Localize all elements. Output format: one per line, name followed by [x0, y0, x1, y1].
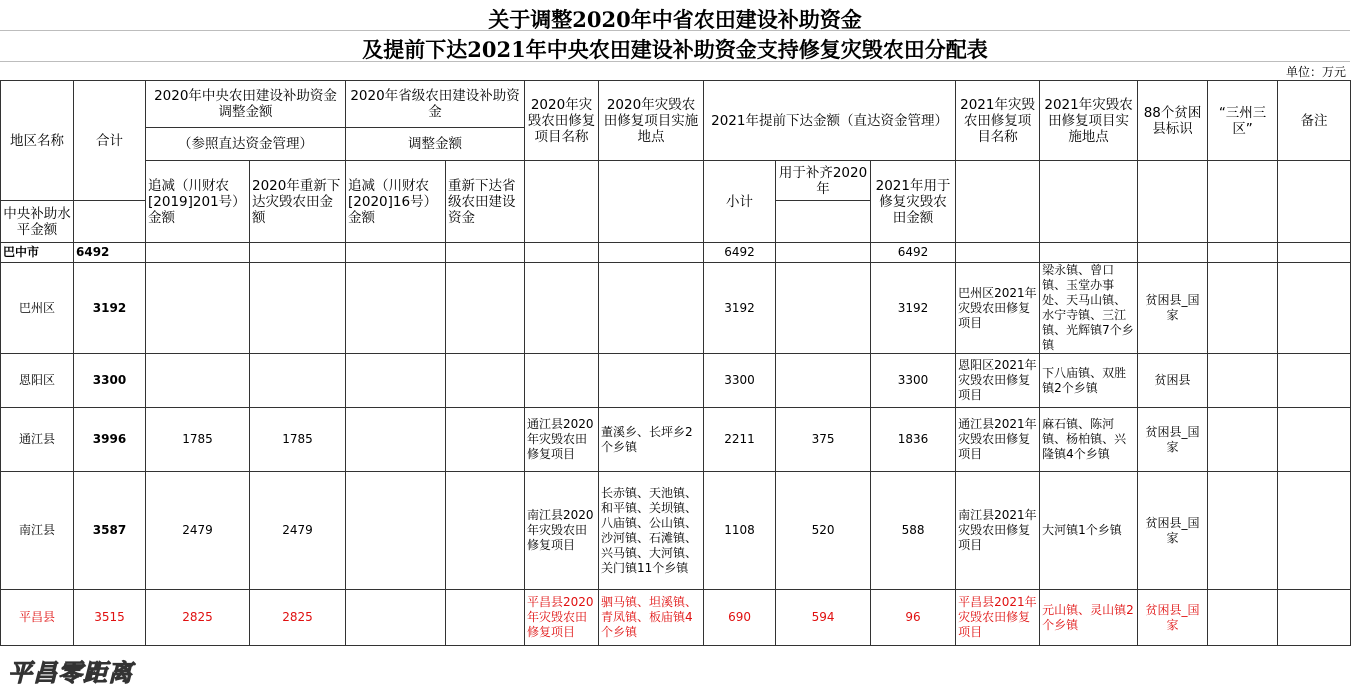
cell-project-2020: 南江县2020年灾毁农田修复项目: [525, 472, 599, 590]
title-divider: [0, 61, 1350, 62]
header-empty: [525, 161, 599, 243]
cell-province-cut: [346, 354, 446, 408]
title-divider: [0, 30, 1350, 31]
cell-fill-2020: 594: [776, 590, 871, 646]
cell-project-2020: 平昌县2020年灾毁农田修复项目: [525, 590, 599, 646]
header-total: 合计: [74, 81, 146, 201]
cell-central-cut: 1785: [146, 408, 250, 472]
header-empty: [956, 161, 1040, 243]
header-empty: [1138, 161, 1208, 243]
header-site-2021: 2021年灾毁农田修复项目实施地点: [1040, 81, 1138, 161]
cell-total: 3587: [74, 472, 146, 590]
header-fill-2020-bottom: 中央补助水平金额: [1, 201, 74, 243]
cell-central-new: [250, 243, 346, 263]
header-central-2020: 2020年中央农田建设补助资金调整金额: [146, 81, 346, 128]
header-sanzhou: “三州三区”: [1208, 81, 1278, 161]
cell-total: 3192: [74, 263, 146, 354]
cell-central-cut: 2825: [146, 590, 250, 646]
cell-region: 巴州区: [1, 263, 74, 354]
cell-province-new: [446, 472, 525, 590]
cell-province-new: [446, 263, 525, 354]
cell-central-cut: [146, 263, 250, 354]
cell-repair-2021: 3300: [871, 354, 956, 408]
table-row: [1, 472, 1351, 590]
cell-poor: 贫困县_国家: [1138, 590, 1208, 646]
cell-poor: [1138, 243, 1208, 263]
cell-total: 3515: [74, 590, 146, 646]
header-province-2020: 2020年省级农田建设补助资金: [346, 81, 525, 128]
header-empty: [1208, 161, 1278, 243]
cell-region: 恩阳区: [1, 354, 74, 408]
unit-label: 单位：万元: [1285, 65, 1346, 79]
cell-subtotal: 6492: [704, 243, 776, 263]
cell-site-2020: [599, 243, 704, 263]
cell-project-2020: [525, 243, 599, 263]
header-empty: [599, 161, 704, 243]
cell-province-new: [446, 590, 525, 646]
header-advance-2021: 2021年提前下达金额（直达资金管理）: [704, 81, 956, 161]
cell-sanzhou: [1208, 263, 1278, 354]
cell-total: 3996: [74, 408, 146, 472]
cell-site-2021: [1040, 243, 1138, 263]
cell-poor: 贫困县_国家: [1138, 408, 1208, 472]
header-project-2020: 2020年灾毁农田修复项目名称: [525, 81, 599, 161]
cell-site-2021: 大河镇1个乡镇: [1040, 472, 1138, 590]
table-row: [1, 243, 1351, 263]
cell-province-cut: [346, 590, 446, 646]
cell-project-2021: 巴州区2021年灾毁农田修复项目: [956, 263, 1040, 354]
cell-site-2020: 长赤镇、天池镇、和平镇、关坝镇、八庙镇、公山镇、沙河镇、石滩镇、兴马镇、大河镇、关门镇11个乡镇: [599, 472, 704, 590]
header-fill-2020-top: 用于补齐2020年: [776, 161, 871, 201]
header-province-2020-sub: 调整金额: [346, 128, 525, 161]
header-central-2020-sub: （参照直达资金管理）: [146, 128, 346, 161]
cell-remark: [1278, 354, 1351, 408]
cell-project-2021: 通江县2021年灾毁农田修复项目: [956, 408, 1040, 472]
header-central-cut: 追减（川财农[2019]201号）金额: [146, 161, 250, 243]
cell-site-2020: [599, 354, 704, 408]
header-poor-county: 88个贫困县标识: [1138, 81, 1208, 161]
cell-subtotal: 2211: [704, 408, 776, 472]
cell-central-cut: 2479: [146, 472, 250, 590]
cell-site-2020: [599, 263, 704, 354]
header-site-2020: 2020年灾毁农田修复项目实施地点: [599, 81, 704, 161]
cell-subtotal: 3300: [704, 354, 776, 408]
cell-total: 6492: [74, 243, 146, 263]
cell-central-new: 2479: [250, 472, 346, 590]
watermark-logo: 平昌零距离: [8, 659, 133, 687]
cell-sanzhou: [1208, 472, 1278, 590]
cell-province-new: [446, 243, 525, 263]
cell-central-new: [250, 354, 346, 408]
table-row: [1, 263, 1351, 354]
cell-project-2021: [956, 243, 1040, 263]
cell-sanzhou: [1208, 590, 1278, 646]
cell-sanzhou: [1208, 243, 1278, 263]
table-row: [1, 354, 1351, 408]
cell-project-2021: 南江县2021年灾毁农田修复项目: [956, 472, 1040, 590]
cell-province-new: [446, 354, 525, 408]
cell-project-2021: 恩阳区2021年灾毁农田修复项目: [956, 354, 1040, 408]
cell-province-cut: [346, 263, 446, 354]
cell-project-2020: [525, 263, 599, 354]
cell-remark: [1278, 243, 1351, 263]
allocation-table: [0, 80, 1351, 646]
cell-repair-2021: 1836: [871, 408, 956, 472]
table-row-highlighted: [1, 590, 1351, 646]
cell-subtotal: 3192: [704, 263, 776, 354]
cell-remark: [1278, 263, 1351, 354]
header-empty: [1040, 161, 1138, 243]
header-repair-2021: 2021年用于修复灾毁农田金额: [871, 161, 956, 243]
cell-site-2021: 下八庙镇、双胜镇2个乡镇: [1040, 354, 1138, 408]
cell-subtotal: 690: [704, 590, 776, 646]
cell-poor: 贫困县_国家: [1138, 472, 1208, 590]
cell-sanzhou: [1208, 408, 1278, 472]
cell-remark: [1278, 472, 1351, 590]
cell-site-2021: 梁永镇、曾口镇、玉堂办事处、天马山镇、水宁寺镇、三江镇、光辉镇7个乡镇: [1040, 263, 1138, 354]
header-central-new: 2020年重新下达灾毁农田金额: [250, 161, 346, 243]
cell-central-cut: [146, 354, 250, 408]
cell-region: 巴中市: [1, 243, 74, 263]
header-region: 地区名称: [1, 81, 74, 201]
header-empty: [1278, 161, 1351, 243]
cell-repair-2021: 96: [871, 590, 956, 646]
table-row: [1, 408, 1351, 472]
cell-region: 平昌县: [1, 590, 74, 646]
cell-total: 3300: [74, 354, 146, 408]
cell-subtotal: 1108: [704, 472, 776, 590]
cell-project-2020: 通江县2020年灾毁农田修复项目: [525, 408, 599, 472]
cell-site-2020: 驷马镇、坦溪镇、青凤镇、板庙镇4个乡镇: [599, 590, 704, 646]
cell-site-2020: 董溪乡、长坪乡2个乡镇: [599, 408, 704, 472]
header-province-cut: 追减（川财农[2020]16号）金额: [346, 161, 446, 243]
cell-province-new: [446, 408, 525, 472]
cell-poor: 贫困县_国家: [1138, 263, 1208, 354]
cell-project-2020: [525, 354, 599, 408]
title-line-2: 及提前下达2021年中央农田建设补助资金支持修复灾毁农田分配表: [362, 37, 988, 62]
cell-fill-2020: [776, 354, 871, 408]
cell-repair-2021: 588: [871, 472, 956, 590]
cell-central-cut: [146, 243, 250, 263]
cell-fill-2020: [776, 243, 871, 263]
cell-sanzhou: [1208, 354, 1278, 408]
cell-fill-2020: 520: [776, 472, 871, 590]
header-remark: 备注: [1278, 81, 1351, 161]
cell-project-2021: 平昌县2021年灾毁农田修复项目: [956, 590, 1040, 646]
cell-central-new: 2825: [250, 590, 346, 646]
cell-repair-2021: 6492: [871, 243, 956, 263]
cell-fill-2020: 375: [776, 408, 871, 472]
cell-poor: 贫困县: [1138, 354, 1208, 408]
cell-province-cut: [346, 243, 446, 263]
title-line-1: 关于调整2020年中省农田建设补助资金: [488, 7, 862, 32]
cell-site-2021: 元山镇、灵山镇2个乡镇: [1040, 590, 1138, 646]
cell-remark: [1278, 590, 1351, 646]
header-subtotal: 小计: [704, 161, 776, 243]
cell-site-2021: 麻石镇、陈河镇、杨柏镇、兴隆镇4个乡镇: [1040, 408, 1138, 472]
cell-remark: [1278, 408, 1351, 472]
header-project-2021: 2021年灾毁农田修复项目名称: [956, 81, 1040, 161]
cell-region: 南江县: [1, 472, 74, 590]
cell-repair-2021: 3192: [871, 263, 956, 354]
header-province-new: 重新下达省级农田建设资金: [446, 161, 525, 243]
cell-region: 通江县: [1, 408, 74, 472]
cell-province-cut: [346, 408, 446, 472]
cell-fill-2020: [776, 263, 871, 354]
cell-central-new: 1785: [250, 408, 346, 472]
cell-province-cut: [346, 472, 446, 590]
cell-central-new: [250, 263, 346, 354]
